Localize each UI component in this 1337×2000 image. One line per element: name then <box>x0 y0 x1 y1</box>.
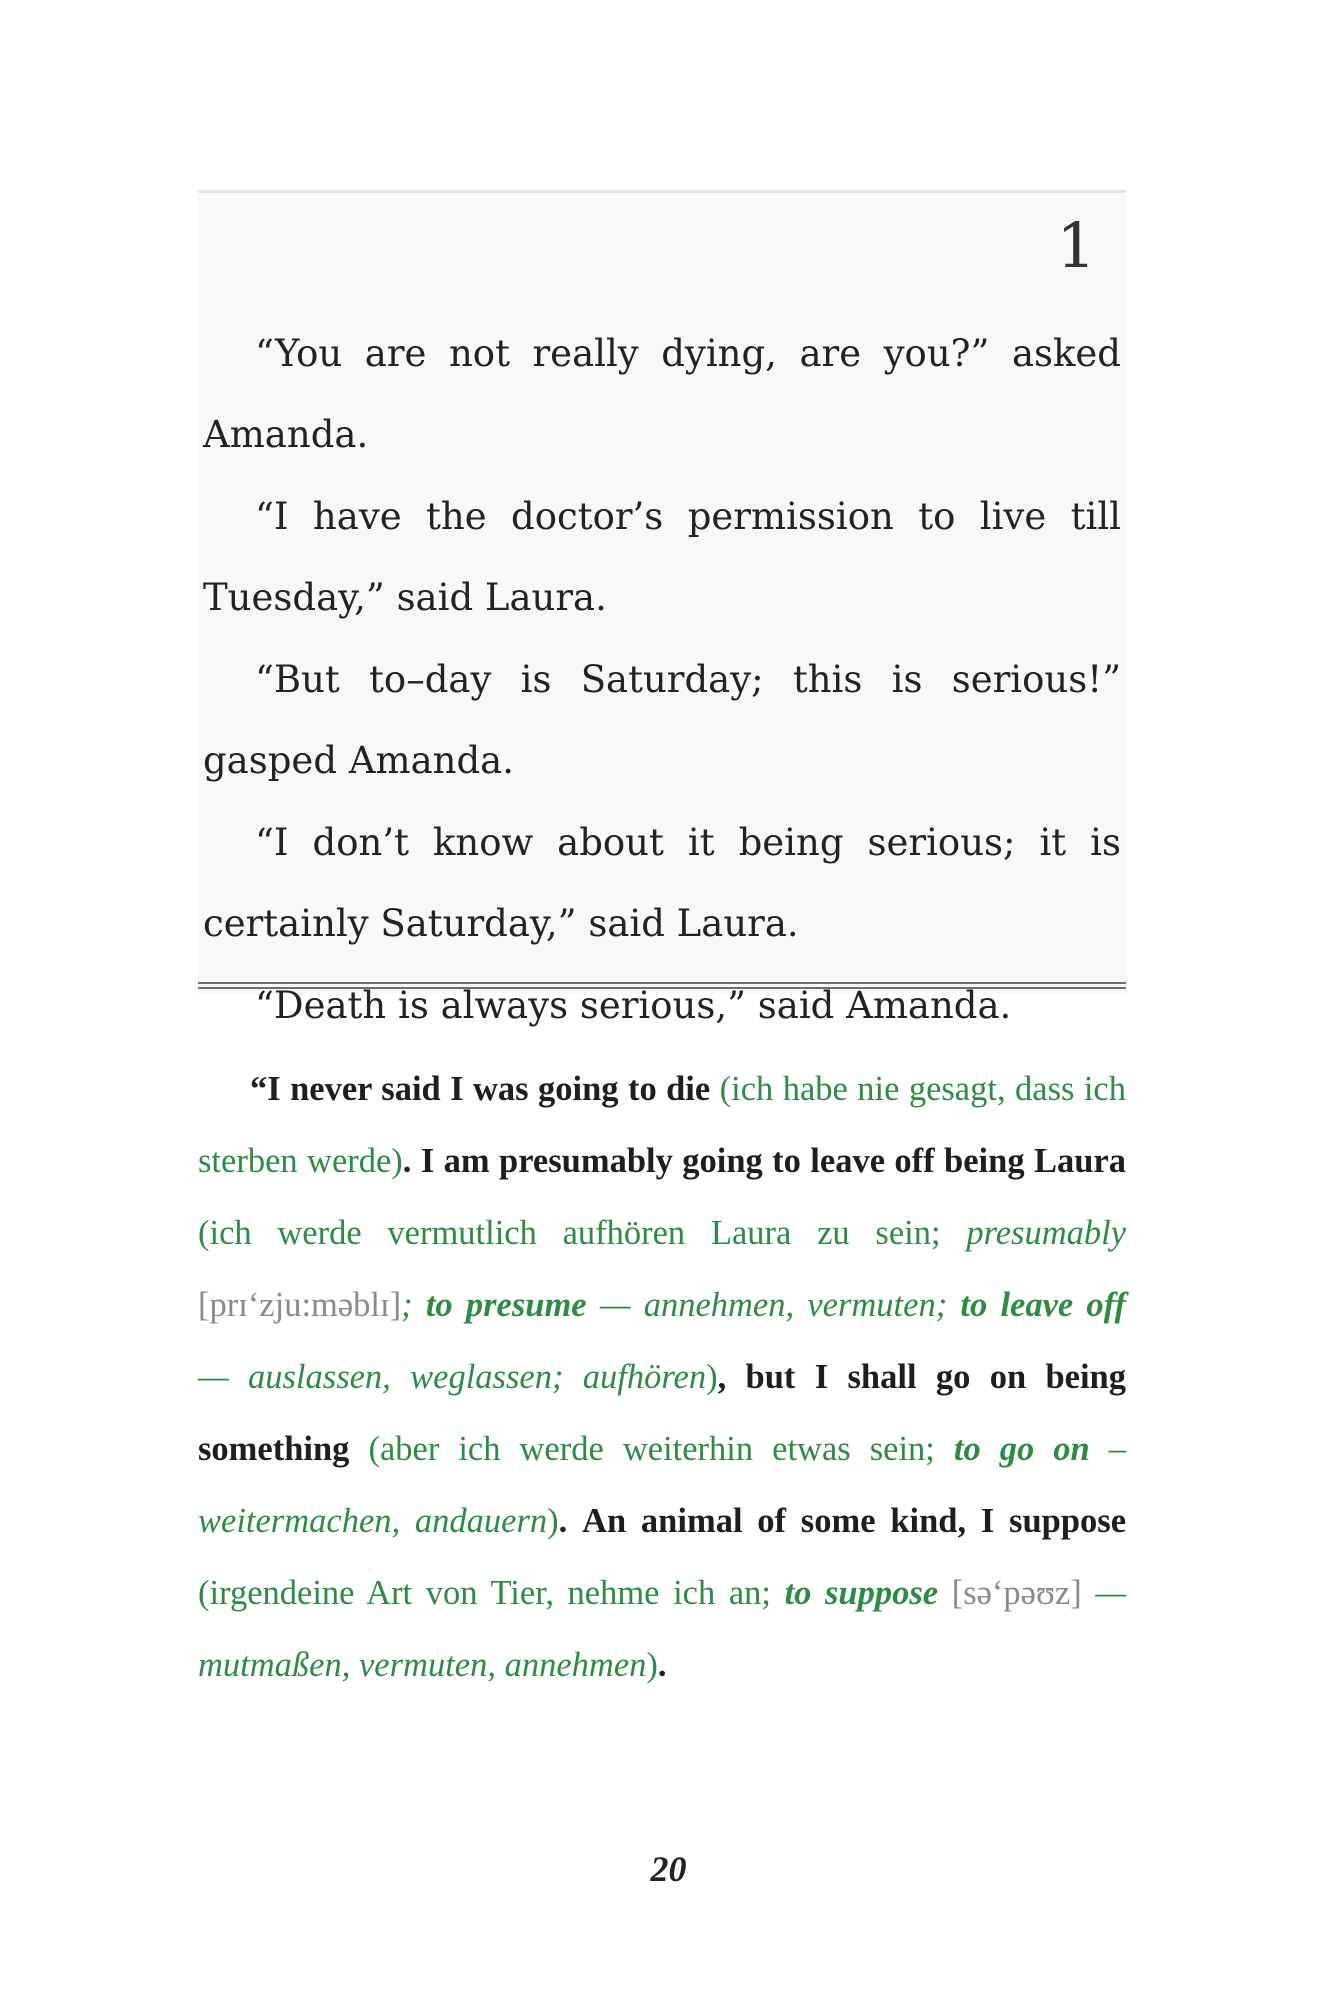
vocab-word: to presume <box>425 1286 587 1324</box>
english-sentence: . I am presumably going to leave off being Laura <box>402 1142 1126 1180</box>
page-number: 20 <box>650 1849 687 1889</box>
german-gloss: (ich habe nie gesagt, dass ich sterben werde) <box>198 1070 1126 1180</box>
vocab-translation: – weitermachen, andauern <box>198 1430 1127 1540</box>
dialogue-line: “But to–day is Saturday; this is serious!” gasped Amanda. <box>203 658 1121 782</box>
vocab-word: to leave off <box>960 1286 1127 1324</box>
vocab-translation: — auslassen, weglassen; aufhören <box>198 1358 707 1396</box>
english-sentence: , but I shall go on being something <box>198 1358 1126 1468</box>
gloss-close: ) <box>706 1358 718 1396</box>
gloss-separator: ; <box>401 1286 413 1324</box>
vocab-word: to suppose <box>784 1574 939 1612</box>
gloss-text: (aber ich werde weiterhin etwas sein; <box>368 1430 935 1468</box>
vocab-word: presumably <box>966 1214 1127 1252</box>
sentence-end: . <box>657 1646 667 1684</box>
ipa-transcription: [prɪ‘zju:məblɪ] <box>198 1286 402 1324</box>
gloss-text: (irgendeine Art von Tier, nehme ich an; <box>198 1574 771 1612</box>
vocab-translation: — mutmaßen, vermuten, annehmen <box>198 1574 1126 1684</box>
dialogue-line: “Death is always serious,” said Amanda. <box>255 984 1012 1027</box>
english-sentence: An animal of some kind, I suppose <box>582 1502 1127 1540</box>
dialogue-line: “You are not really dying, are you?” asked Amanda. <box>203 332 1121 456</box>
dialogue-line: “I have the doctor’s permission to live till Tuesday,” said Laura. <box>203 495 1121 619</box>
ipa-transcription: [sə‘pəʊz] <box>951 1574 1082 1612</box>
vocab-word: to go on <box>953 1430 1090 1468</box>
vocab-translation: — annehmen, vermuten; <box>599 1286 948 1324</box>
gloss-text: (ich werde vermutlich aufhören Laura zu sein; <box>198 1214 941 1252</box>
annotated-paragraph <box>198 1053 1126 1701</box>
dialogue-block <box>203 313 1121 1047</box>
double-rule-divider <box>198 982 1126 989</box>
gloss-close: ) <box>646 1646 658 1684</box>
dialogue-line: “I don’t know about it being serious; it is certainly Saturday,” said Laura. <box>203 821 1121 945</box>
chapter-number: 1 <box>1056 209 1096 282</box>
gloss-close: ) <box>547 1502 559 1540</box>
sentence-end: . <box>558 1502 568 1540</box>
original-text-box <box>198 190 1126 1027</box>
english-sentence: “I never said I was going to die <box>250 1070 711 1108</box>
